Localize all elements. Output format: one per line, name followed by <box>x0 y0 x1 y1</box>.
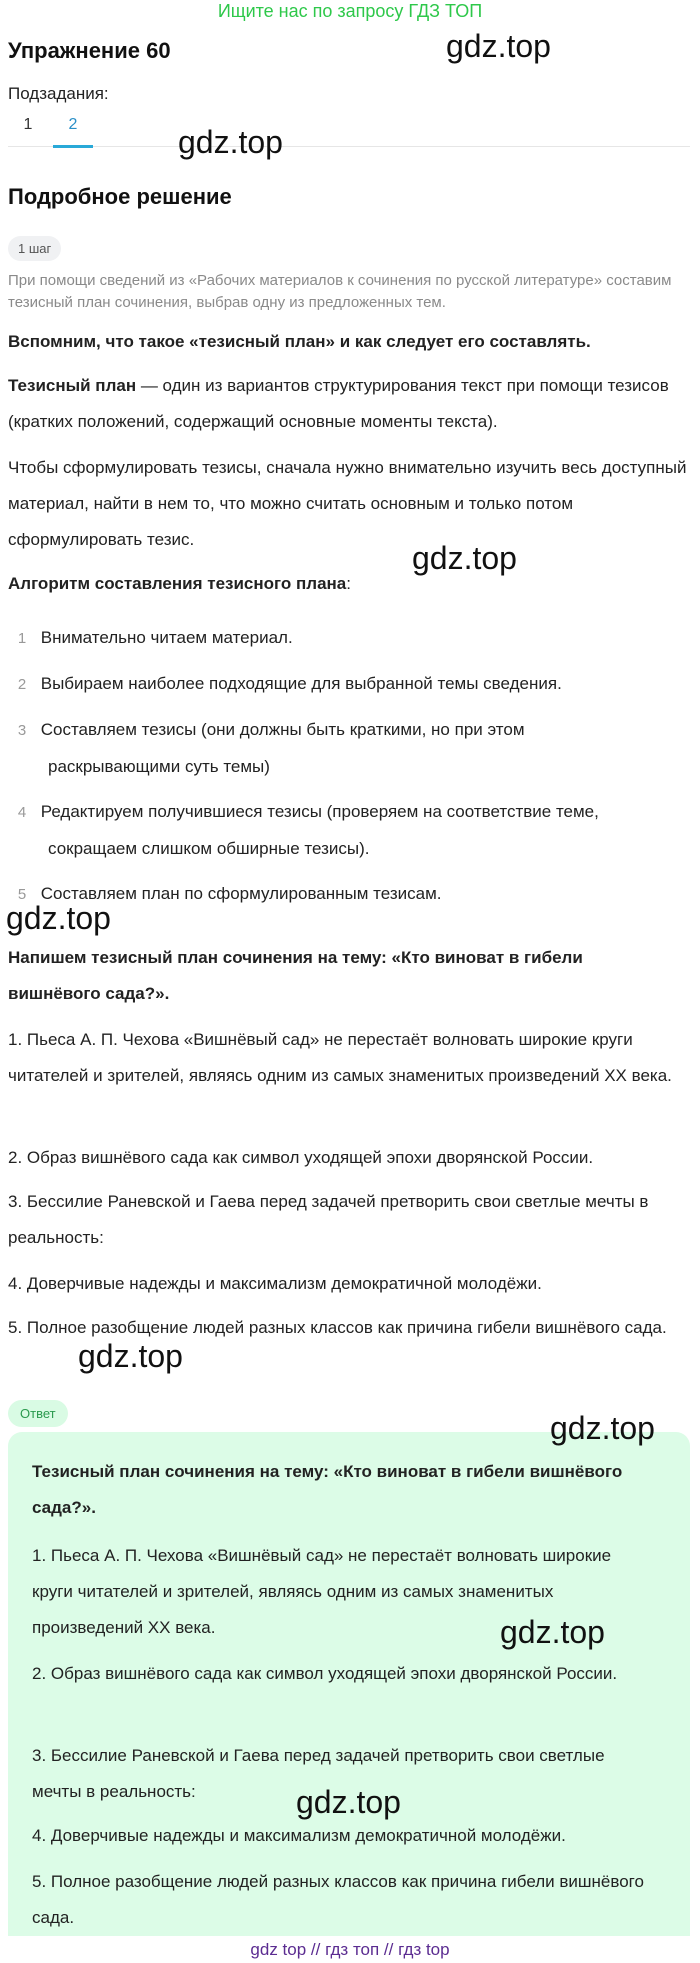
item-number: 1 <box>17 630 27 647</box>
subtasks-label: Подзадания: <box>8 84 109 103</box>
answer-badge: Ответ <box>8 1400 68 1427</box>
item-text: Выбираем наиболее подходящие для выбранной темы сведения. <box>40 674 562 693</box>
item-number: 5 <box>17 886 27 903</box>
intro-text: При помощи сведений из «Рабочих материалов к сочинения по русской литературе» составим тезисный план сочинения, выбрав одну из предложенных тем. <box>8 272 672 311</box>
item-text: Составляем план по сформулированным тезисам. <box>40 884 442 903</box>
item-text-continued: сокращаем слишком обширные тезисы). <box>48 839 370 858</box>
item-text: Составляем тезисы (они должны быть краткими, но при этом <box>40 720 525 739</box>
answer-item: 4. Доверчивые надежды и максимализм демократичной молодёжи. <box>32 1826 566 1845</box>
watermark: gdz.top <box>412 540 517 576</box>
tab-subtask-1[interactable]: 1 <box>23 116 33 133</box>
item-text-continued: раскрывающими суть темы) <box>48 757 270 776</box>
plan-item: 4. Доверчивые надежды и максимализм демократичной молодёжи. <box>8 1274 542 1293</box>
item-number: 4 <box>17 804 27 821</box>
promo-banner[interactable]: Ищите нас по запросу ГДЗ ТОП <box>217 1 483 21</box>
subtask-tabs <box>8 112 690 147</box>
algorithm-item <box>8 666 688 703</box>
watermark: gdz.top <box>296 1784 401 1820</box>
tab-subtask-2[interactable]: 2 <box>53 116 93 148</box>
answer-item: 2. Образ вишнёвого сада как символ уходящей эпохи дворянской России. <box>32 1664 618 1683</box>
plan-item: 3. Бессилие Раневской и Гаева перед задачей претворить свои светлые мечты в реальность: <box>8 1192 649 1247</box>
definition-text: — один из вариантов структурирования текст при помощи тезисов (кратких положений, содержащий основные моменты текста). <box>8 376 669 431</box>
item-text: Внимательно читаем материал. <box>40 628 293 647</box>
plan-item: 2. Образ вишнёвого сада как символ уходящей эпохи дворянской России. <box>8 1148 594 1167</box>
step-badge: 1 шаг <box>8 236 61 261</box>
watermark: gdz.top <box>446 28 551 64</box>
solution-heading: Подробное решение <box>8 184 232 209</box>
item-text: Редактируем получившиеся тезисы (проверяем на соответствие теме, <box>40 802 599 821</box>
answer-item: 3. Бессилие Раневской и Гаева перед задачей претворить свои светлые мечты в реальность: <box>32 1746 605 1801</box>
plan-item: 5. Полное разобщение людей разных классов как причина гибели вишнёвого сада. <box>8 1318 667 1337</box>
watermark: gdz.top <box>6 900 111 936</box>
watermark: gdz.top <box>178 124 283 160</box>
algorithm-item <box>8 620 688 657</box>
recall-heading: Вспомним, что такое «тезисный план» и как следует его составлять. <box>8 332 591 351</box>
item-number: 2 <box>17 676 27 693</box>
plan-heading: Напишем тезисный план сочинения на тему: «Кто виноват в гибели вишнёвого сада?». <box>8 948 583 1003</box>
algorithm-title <box>8 566 688 602</box>
item-number: 3 <box>17 722 27 739</box>
definition-term: Тезисный план <box>8 376 137 395</box>
watermark: gdz.top <box>78 1338 183 1374</box>
algorithm-title-text: Алгоритм составления тезисного плана <box>8 574 347 593</box>
footer-links[interactable]: gdz top // гдз топ // гдз top <box>250 1940 450 1959</box>
plan-item: 1. Пьеса А. П. Чехова «Вишнёвый сад» не перестаёт волновать широкие круги читателей и зрителей, являясь одним из самых знаменитых произведений XX века. <box>8 1030 672 1085</box>
answer-box <box>8 1432 690 1936</box>
formulate-paragraph: Чтобы сформулировать тезисы, сначала нужно внимательно изучить весь доступный материал, найти в нем то, что можно считать основным и только потом сформулировать тезис. <box>8 458 687 549</box>
definition-paragraph <box>8 368 688 440</box>
answer-heading: Тезисный план сочинения на тему: «Кто виноват в гибели вишнёвого сада?». <box>32 1462 623 1517</box>
algorithm-item <box>8 794 688 867</box>
page-title: Упражнение 60 <box>8 38 171 63</box>
algorithm-colon: : <box>346 574 351 593</box>
watermark: gdz.top <box>500 1614 605 1650</box>
answer-item: 1. Пьеса А. П. Чехова «Вишнёвый сад» не перестаёт волновать широкие круги читателей и зрителей, являясь одним из самых знаменитых произведений XX века. <box>32 1546 612 1637</box>
watermark: gdz.top <box>550 1410 655 1446</box>
algorithm-item <box>8 712 688 785</box>
answer-item: 5. Полное разобщение людей разных классов как причина гибели вишнёвого сада. <box>32 1872 644 1927</box>
